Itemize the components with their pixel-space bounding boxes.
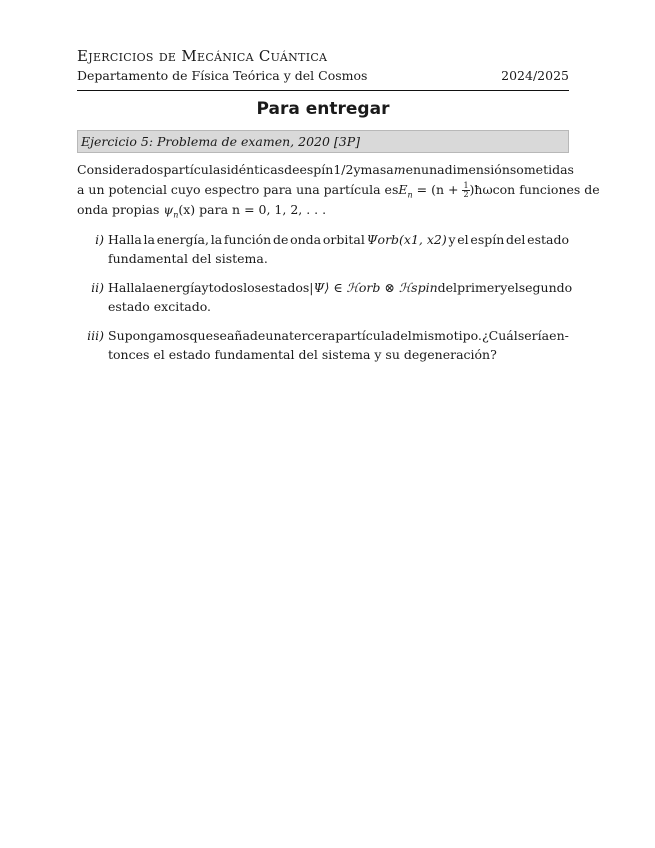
exercise-label: Ejercicio 5: Problema de examen, 2020 [3P]	[81, 134, 361, 149]
exercise-header-box	[77, 130, 569, 153]
item-body: Halla la energía, la función de onda orbital Ψorb(x1, x2) y el espín del estado fundamental del sistema.	[108, 232, 569, 266]
course-title: Ejercicios de Mecánica Cuántica	[77, 47, 328, 65]
item-body: Supongamos que se añade una tercera partícula del mismo tipo. ¿Cuál sería en- tonces el estado fundamental del sistema y su degeneración?	[108, 328, 569, 362]
wavefunction-symbol: $\psi_n(x)$	[163, 202, 196, 220]
energy-formula: $E_n = (n$ + $\frac{1}{2}$ )ħω	[398, 181, 493, 200]
statement-line-1: Considera dos partículas idénticas de espín 1/2 y masa m en una dimensión sometidas	[77, 162, 574, 177]
header-rule	[77, 90, 569, 91]
hilbert-space-formula: |Ψ⟩ ∈ ℋorb ⊗ ℋspin	[309, 280, 438, 295]
department-name: Departamento de Física Teórica y del Cosmos	[77, 68, 368, 83]
item-number: iii)	[87, 328, 104, 343]
section-title: Para entregar	[256, 99, 390, 119]
item-number: ii)	[91, 280, 104, 295]
orbital-wavefunction: Ψorb(x1, x2)	[366, 232, 447, 247]
academic-year: 2024/2025	[501, 68, 569, 83]
statement-line-3: onda propias $\psi_n(x)$ para n = 0, 1, 2, . . .	[77, 202, 327, 220]
half-fraction: $\frac{1}{2}$	[463, 181, 469, 199]
statement-line-2: a un potencial cuyo espectro para una partícula es $E_n = (n$ + $\frac{1}{2}$ )ħω con funciones de	[77, 181, 600, 200]
item-body: Halla la energía y todos los estados |Ψ⟩ ∈ ℋorb ⊗ ℋspin del primer y el segundo estado excitado.	[108, 280, 573, 314]
exercise-statement	[77, 160, 600, 220]
item-number: i)	[95, 232, 104, 247]
